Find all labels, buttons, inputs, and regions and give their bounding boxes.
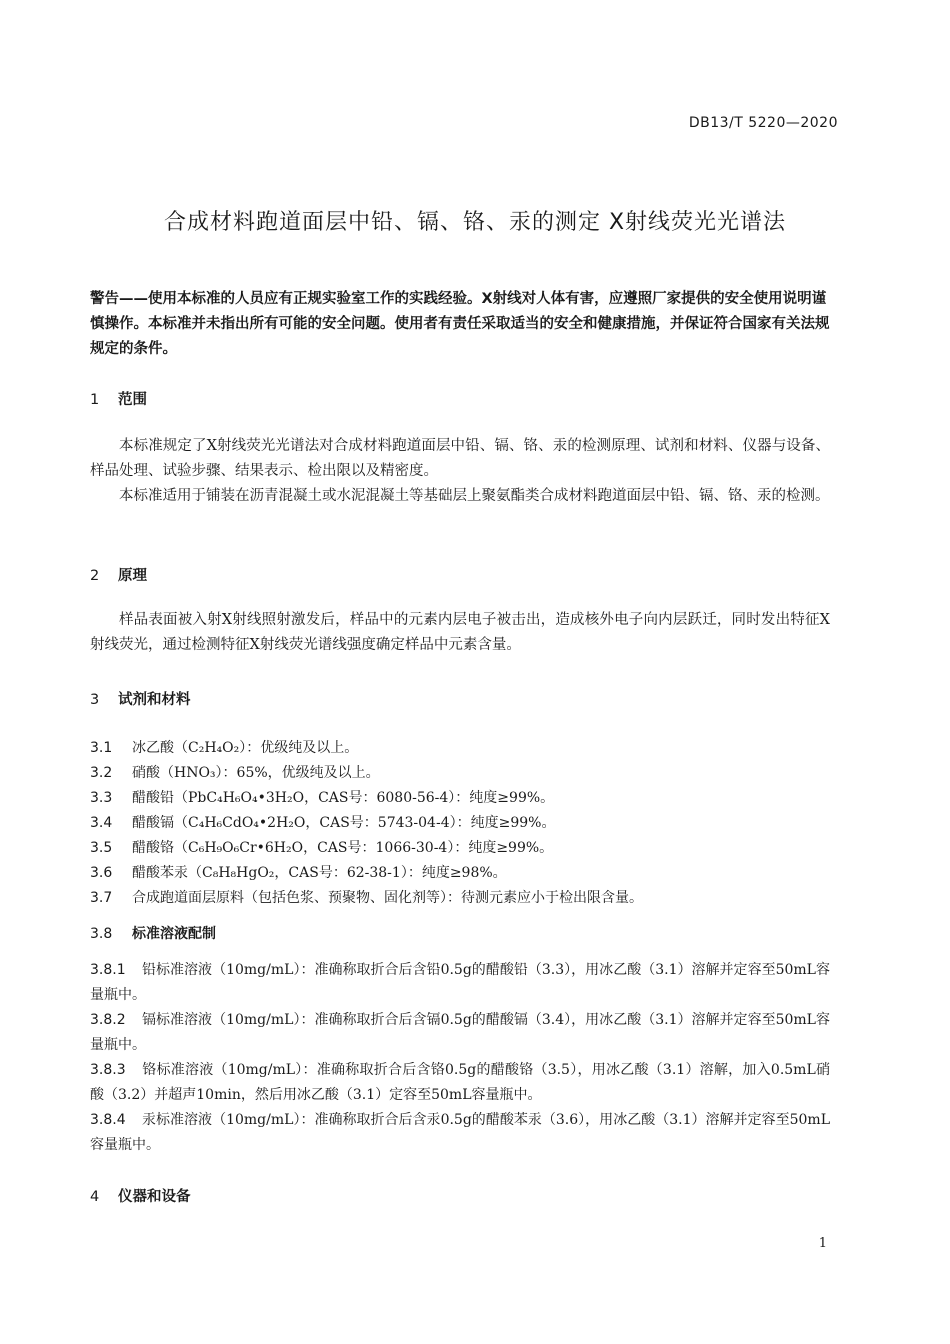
reagent-item: 3.1 冰乙酸（C₂H₄O₂）：优级纯及以上。 — [90, 740, 359, 756]
section-title: 原理 — [118, 568, 147, 584]
reagent-item: 3.4 醋酸镉（C₄H₆CdO₄•2H₂O，CAS号：5743-04-4）：纯度≥99%。 — [90, 815, 556, 831]
reagent-item: 3.5 醋酸铬（C₆H₉O₆Cr•6H₂O，CAS号：1066-30-4）：纯度≥99%。 — [90, 840, 554, 856]
section-number: 3 — [90, 692, 100, 708]
principle-paragraph: 样品表面被入射X射线照射激发后，样品中的元素内层电子被击出，造成核外电子向内层跃迁，同时发出特征X射线荧光，通过检测特征X射线荧光谱线强度确定样品中元素含量。 — [90, 612, 830, 653]
standard-number: DB13/T 5220—2020 — [688, 115, 838, 131]
section-heading-reagents — [90, 688, 191, 709]
section-number: 4 — [90, 1189, 100, 1205]
scope-paragraph-1: 本标准规定了X射线荧光光谱法对合成材料跑道面层中铅、镉、铬、汞的检测原理、试剂和材料、仪器与设备、样品处理、试验步骤、结果表示、检出限以及精密度。 — [90, 438, 830, 479]
section-title: 试剂和材料 — [118, 692, 191, 708]
reagent-item: 3.6 醋酸苯汞（C₈H₈HgO₂，CAS号：62-38-1）：纯度≥98%。 — [90, 865, 507, 881]
standard-solution-item: 3.8.3 铬标准溶液（10mg/mL）：准确称取折合后含铬0.5g的醋酸铬（3.5），用冰乙酸（3.1）溶解，加入0.5mL硝酸（3.2）并超声10min，然后用冰乙酸（3.1）定容至50mL容量瓶中。 — [90, 1062, 830, 1103]
warning-text: 警告——使用本标准的人员应有正规实验室工作的实践经验。X射线对人体有害，应遵照厂家提供的安全使用说明谨慎操作。本标准并未指出所有可能的安全问题。使用者有责任采取适当的安全和健康措施，并保证符合国家有关法规规定的条件。 — [90, 291, 830, 357]
standard-solution-item: 3.8.2 镉标准溶液（10mg/mL）：准确称取折合后含镉0.5g的醋酸镉（3.4），用冰乙酸（3.1）溶解并定容至50mL容量瓶中。 — [90, 1012, 830, 1053]
section-heading-scope — [90, 388, 147, 409]
standard-solution-item: 3.8.4 汞标准溶液（10mg/mL）：准确称取折合后含汞0.5g的醋酸苯汞（3.6），用冰乙酸（3.1）溶解并定容至50mL容量瓶中。 — [90, 1112, 830, 1153]
section-title: 范围 — [118, 392, 147, 408]
section-title: 仪器和设备 — [118, 1189, 191, 1205]
subsection-heading-standard-solution: 3.8 标准溶液配制 — [90, 926, 216, 942]
reagent-item: 3.2 硝酸（HNO₃）：65%，优级纯及以上。 — [90, 765, 380, 781]
section-number: 1 — [90, 392, 100, 408]
scope-paragraph-2: 本标准适用于铺装在沥青混凝土或水泥混凝土等基础层上聚氨酯类合成材料跑道面层中铅、镉、铬、汞的检测。 — [119, 488, 830, 504]
section-number: 2 — [90, 568, 100, 584]
document-title: 合成材料跑道面层中铅、镉、铬、汞的测定 X射线荧光光谱法 — [163, 210, 787, 235]
reagent-item: 3.3 醋酸铅（PbC₄H₆O₄•3H₂O，CAS号：6080-56-4）：纯度≥99%。 — [90, 790, 555, 806]
standard-solution-item: 3.8.1 铅标准溶液（10mg/mL）：准确称取折合后含铅0.5g的醋酸铅（3.3），用冰乙酸（3.1）溶解并定容至50mL容量瓶中。 — [90, 962, 830, 1003]
reagent-item: 3.7 合成跑道面层原料（包括色浆、预聚物、固化剂等）：待测元素应小于检出限含量。 — [90, 890, 643, 906]
section-heading-principle — [90, 564, 147, 585]
section-heading-instruments — [90, 1185, 191, 1206]
page-number: 1 — [818, 1236, 827, 1251]
